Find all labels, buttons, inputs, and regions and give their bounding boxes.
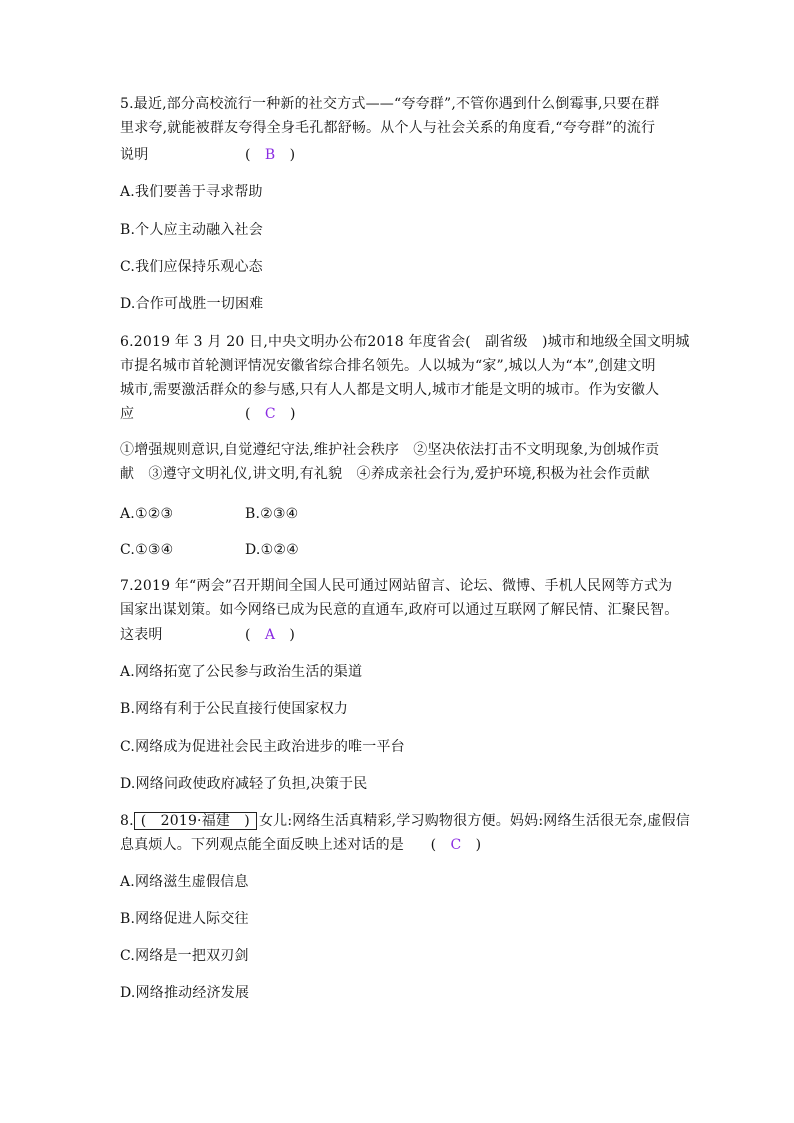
q8-stem-tail: 息真烦人。下列观点能全面反映上述对话的是 bbox=[120, 837, 404, 853]
q8-option-d: D.网络推动经济发展 bbox=[120, 985, 250, 1001]
q8-option-b: B.网络促进人际交往 bbox=[120, 911, 249, 927]
q6-option-d: D.①②④ bbox=[245, 542, 299, 558]
q5-option-b: B.个人应主动融入社会 bbox=[120, 222, 263, 238]
q8-answer: C bbox=[450, 837, 462, 853]
q8-option-a: A.网络滋生虚假信息 bbox=[120, 874, 249, 890]
q7-option-d: D.网络问政使政府减轻了负担,决策于民 bbox=[120, 776, 368, 792]
q6-statements-line-1: ①增强规则意识,自觉遵纪守法,维护社会秩序 ②坚决依法打击不文明现象,为创城作贡 bbox=[120, 442, 660, 458]
q7-stem-line-1: 7.2019 年“两会”召开期间全国人民可通过网站留言、论坛、微博、手机人民网等方式为 bbox=[120, 578, 673, 594]
q5-stem-line-1: 5.最近,部分高校流行一种新的社交方式——“夸夸群”,不管你遇到什么倒霉事,只要在群 bbox=[120, 96, 660, 112]
q6-stem-line-4 bbox=[120, 404, 296, 424]
q6-option-c: C.①③④ bbox=[120, 542, 174, 558]
q8-option-c: C.网络是一把双刃剑 bbox=[120, 948, 249, 964]
q7-answer-paren: ( A ) bbox=[245, 627, 296, 643]
q8-source-tag: ( 2019·福建 ) bbox=[134, 812, 257, 830]
q7-option-b: B.网络有利于公民直接行使国家权力 bbox=[120, 701, 349, 717]
q8-number: 8. bbox=[120, 813, 134, 829]
q8-stem-first: 女儿:网络生活真精彩,学习购物很方便。妈妈:网络生活很无奈,虚假信 bbox=[258, 813, 690, 829]
q6-stem-tail: 应 bbox=[120, 406, 135, 422]
q5-stem-tail: 说明 bbox=[120, 147, 149, 163]
q6-stem-line-2: 市提名城市首轮测评情况安徽省综合排名领先。人以城为“家”,城以人为“本”,创建文明 bbox=[120, 358, 656, 374]
q8-answer-paren: ( C ) bbox=[430, 837, 482, 853]
q7-stem-tail: 这表明 bbox=[120, 627, 163, 643]
q6-stem-line-3: 城市,需要激活群众的参与感,只有人人都是文明人,城市才能是文明的城市。作为安徽人 bbox=[120, 382, 660, 398]
q6-option-row-2 bbox=[120, 540, 299, 560]
q6-statements-line-2: 献 ③遵守文明礼仪,讲文明,有礼貌 ④养成亲社会行为,爱护环境,积极为社会作贡献 bbox=[120, 466, 650, 482]
q8-stem-line-2 bbox=[120, 835, 481, 855]
q6-option-b: B.②③④ bbox=[245, 506, 299, 522]
q5-stem-line-3 bbox=[120, 145, 296, 165]
q6-answer: C bbox=[264, 406, 276, 422]
q7-answer: A bbox=[264, 627, 276, 643]
q7-option-a: A.网络拓宽了公民参与政治生活的渠道 bbox=[120, 664, 363, 680]
q5-stem-line-2: 里求夸,就能被群友夸得全身毛孔都舒畅。从个人与社会关系的角度看,“夸夸群”的流行 bbox=[120, 120, 656, 136]
q7-stem-line-3 bbox=[120, 625, 296, 645]
q5-answer-paren: ( B ) bbox=[245, 147, 296, 163]
q6-answer-paren: ( C ) bbox=[245, 406, 296, 422]
q8-stem-line-1 bbox=[120, 811, 690, 831]
q6-stem-line-1: 6.2019 年 3 月 20 日,中央文明办公布2018 年度省会( 副省级 )城市和地级全国文明城 bbox=[120, 334, 690, 350]
q5-option-d: D.合作可战胜一切困难 bbox=[120, 296, 264, 312]
q5-option-c: C.我们应保持乐观心态 bbox=[120, 259, 263, 275]
q7-stem-line-2: 国家出谋划策。如今网络已成为民意的直通车,政府可以通过互联网了解民情、汇聚民智。 bbox=[120, 602, 679, 618]
q6-option-a: A.①②③ bbox=[120, 506, 174, 522]
q5-option-a: A.我们要善于寻求帮助 bbox=[120, 184, 263, 200]
q6-option-row-1 bbox=[120, 504, 299, 524]
q5-answer: B bbox=[264, 147, 276, 163]
q7-option-c: C.网络成为促进社会民主政治进步的唯一平台 bbox=[120, 739, 405, 755]
